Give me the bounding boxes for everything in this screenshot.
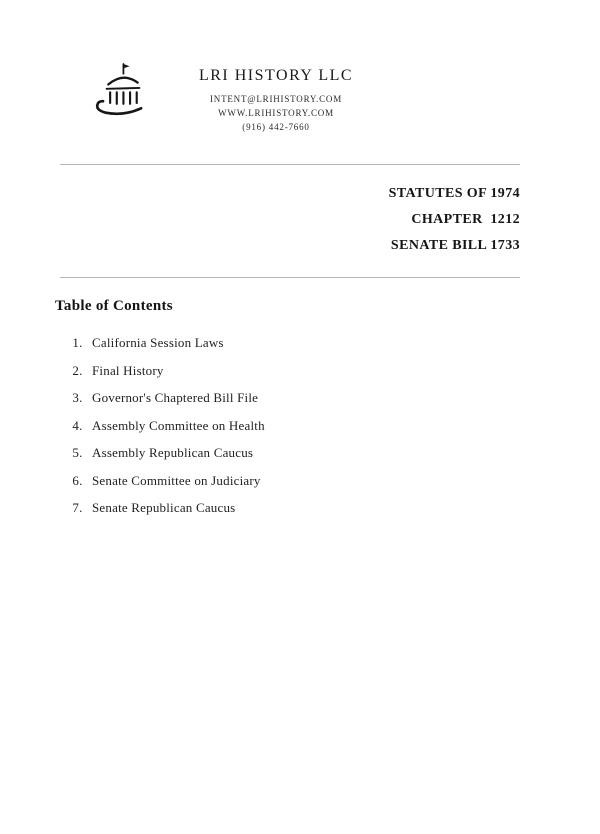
- capitol-sketch-logo-icon: [88, 58, 150, 132]
- toc-item: 5. Assembly Republican Caucus: [86, 445, 600, 461]
- toc-item: 6. Senate Committee on Judiciary: [86, 473, 600, 489]
- toc-title: Table of Contents: [55, 298, 173, 314]
- statutes-line: STATUTES OF 1974: [388, 186, 520, 201]
- website-line: WWW.LRIHISTORY.COM: [218, 108, 334, 118]
- toc-list: [0, 335, 600, 516]
- company-name: LRI HISTORY LLC: [198, 67, 354, 84]
- senate-bill-line: SENATE BILL 1733: [390, 238, 520, 253]
- toc-item: 7. Senate Republican Caucus: [86, 500, 600, 516]
- toc-item: 4. Assembly Committee on Health: [86, 418, 600, 434]
- toc-item: 1. California Session Laws: [86, 335, 600, 351]
- toc-item: 2. Final History: [86, 363, 600, 379]
- phone-line: (916) 442-7660: [242, 122, 310, 132]
- letterhead: [88, 58, 600, 134]
- document-page: [0, 58, 600, 834]
- email-line: INTENT@LRIHISTORY.COM: [209, 94, 342, 104]
- letterhead-text: [176, 58, 376, 134]
- chapter-line: CHAPTER 1212: [411, 212, 520, 227]
- divider-middle: [60, 277, 520, 278]
- divider-top: [60, 164, 520, 165]
- toc-item: 3. Governor's Chaptered Bill File: [86, 390, 600, 406]
- statute-info-block: [0, 181, 520, 259]
